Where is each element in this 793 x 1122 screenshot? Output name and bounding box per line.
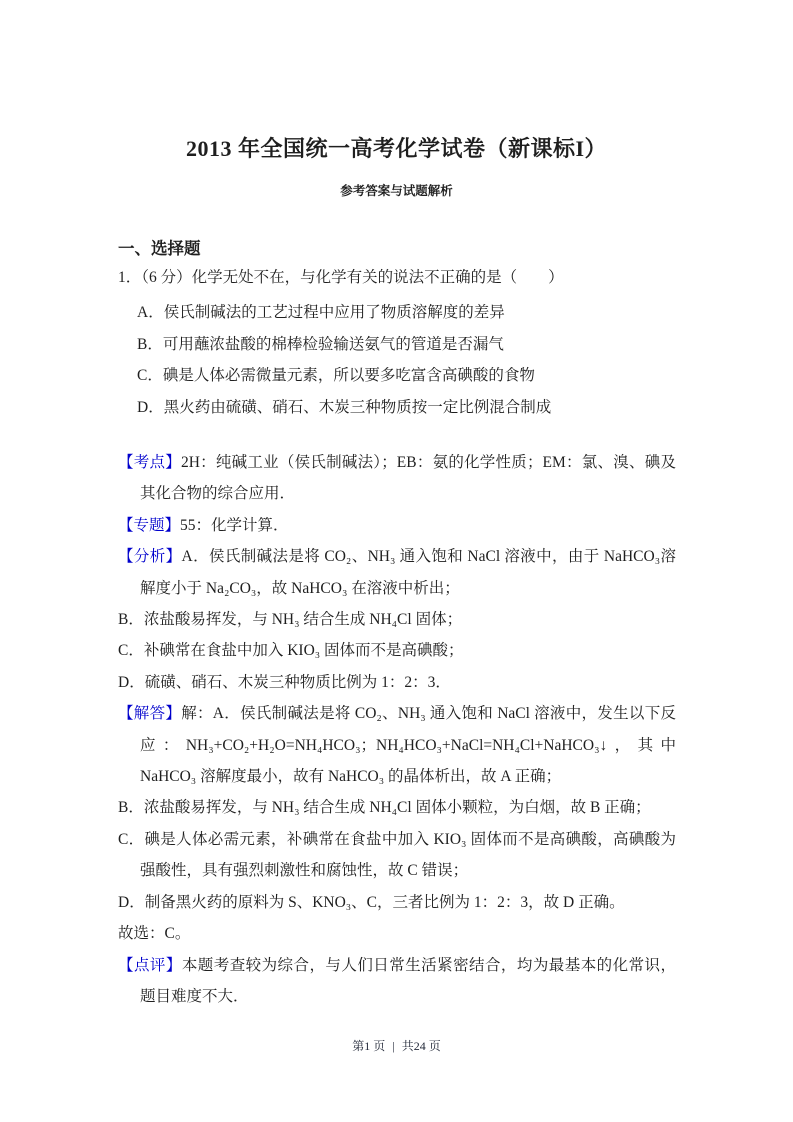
- fenxi-block: [118, 541, 676, 604]
- jieda-item-d: D．制备黑火药的原料为 S、KNO₃、C，三者比例为 1：2：3，故 D 正确。: [118, 893, 625, 911]
- footer-page-total: 共24 页: [401, 1039, 441, 1053]
- zhuanti-block: [118, 510, 676, 541]
- footer-page-current: 第1 页: [352, 1039, 386, 1053]
- kaodian-block: [118, 447, 676, 510]
- dianping-text: 本题考查较为综合，与人们日常生活紧密结合，均为最基本的化常识，题目难度不大．: [140, 956, 676, 1005]
- option-d: D．黑火药由硫磺、硝石、木炭三种物质按一定比例混合制成: [137, 398, 552, 416]
- zhuanti-label: 【专题】: [118, 516, 181, 534]
- jieda-item-a: 解：A．侯氏制碱法是将 CO₂、NH₃ 通入饱和 NaCl 溶液中，发生以下反应：NH₃+CO₂+H₂O=NH₄HCO₃；NH₄HCO₃+NaCl=NH₄Cl+NaHCO₃↓，其中 NaHCO₃ 溶解度最小，故有 NaHCO₃ 的晶体析出，故 A 正确；: [140, 705, 676, 786]
- fenxi-item-a: A．侯氏制碱法是将 CO₂、NH₃ 通入饱和 NaCl 溶液中，由于 NaHCO₃溶解度小于 Na₂CO₃，故 NaHCO₃ 在溶液中析出；: [140, 548, 676, 597]
- option-c: C．碘是人体必需微量元素，所以要多吃富含高碘酸的食物: [137, 367, 535, 385]
- jieda-label: 【解答】: [118, 705, 182, 723]
- page-title: 2013 年全国统一高考化学试卷（新课标I）: [185, 136, 608, 161]
- kaodian-label: 【考点】: [118, 454, 181, 471]
- dianping-label: 【点评】: [118, 956, 182, 974]
- page-footer: [0, 1037, 793, 1054]
- question-options: [118, 297, 676, 423]
- question-stem: 1．（6 分）化学无处不在，与化学有关的说法不正确的是（ ）: [118, 269, 564, 286]
- zhuanti-text: 55：化学计算．: [180, 516, 289, 534]
- question-1: [118, 262, 676, 423]
- kaodian-text: 2H：纯碱工业（侯氏制碱法）；EB：氨的化学性质；EM：氯、溴、碘及其化合物的综合应用．: [140, 454, 676, 503]
- footer-separator: |: [392, 1039, 395, 1053]
- page-subtitle: 参考答案与试题解析: [340, 184, 453, 198]
- jieda-item-c: C．碘是人体必需元素，补碘常在食盐中加入 KIO₃ 固体而不是高碘酸，高碘酸为强酸性，具有强烈刺激性和腐蚀性，故 C 错误；: [118, 830, 676, 880]
- fenxi-label: 【分析】: [118, 548, 182, 566]
- dianping-block: [118, 950, 676, 1013]
- fenxi-item-c: C．补碘常在食盐中加入 KIO₃ 固体而不是高碘酸；: [118, 642, 464, 660]
- section-heading: 一、选择题: [118, 239, 201, 258]
- option-b: B．可用蘸浓盐酸的棉棒检验输送氨气的管道是否漏气: [137, 335, 504, 353]
- explanation-section: [118, 447, 676, 1012]
- jieda-block: [118, 698, 676, 792]
- jieda-conclusion: 故选：C。: [118, 925, 191, 943]
- fenxi-item-b: B．浓盐酸易挥发，与 NH₃ 结合生成 NH₄Cl 固体；: [118, 611, 463, 629]
- fenxi-item-d: D．硫磺、硝石、木炭三种物质比例为 1：2：3．: [118, 673, 451, 691]
- option-a: A．侯氏制碱法的工艺过程中应用了物质溶解度的差异: [137, 304, 505, 322]
- jieda-item-b: B．浓盐酸易挥发，与 NH₃ 结合生成 NH₄Cl 固体小颗粒，为白烟，故 B 正确；: [118, 799, 651, 817]
